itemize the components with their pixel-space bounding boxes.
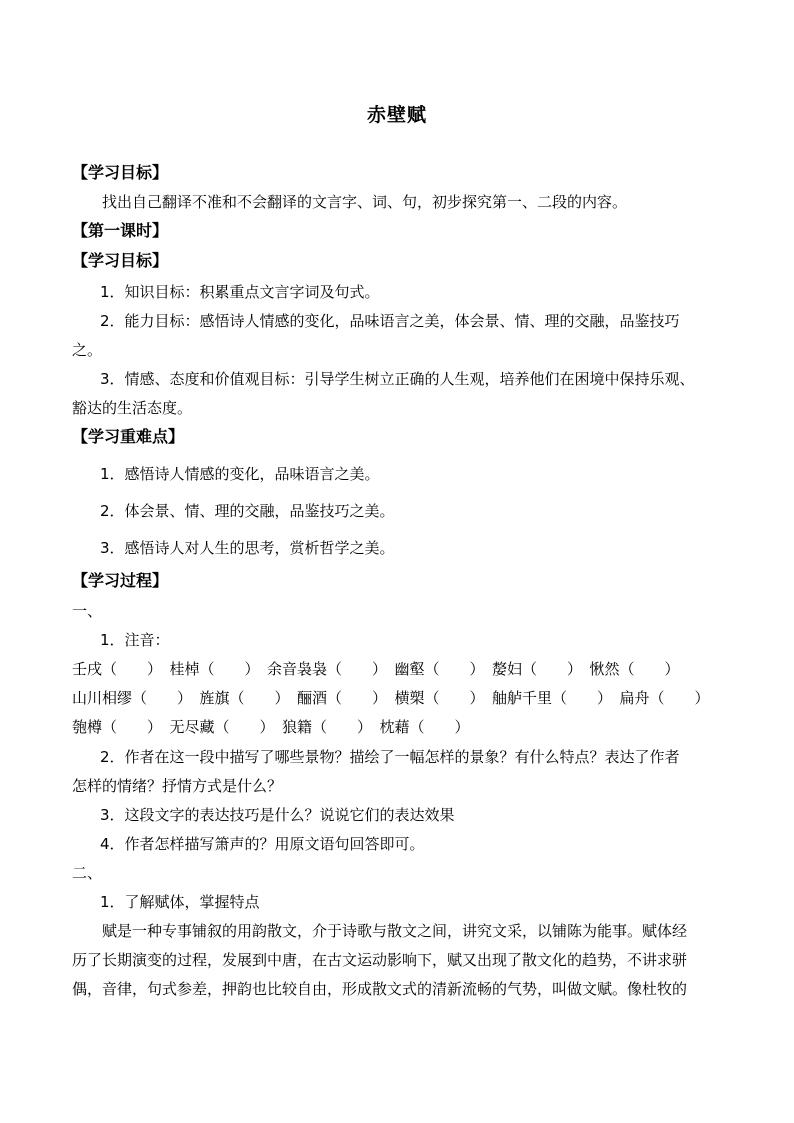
list-item-key-point-2: 2．体会景、情、理的交融，品鉴技巧之美。 (100, 502, 395, 520)
list-item-key-point-3: 3．感悟诗人对人生的思考，赏析哲学之美。 (100, 539, 395, 557)
list-item-knowledge-goal: 1．知识目标：积累重点文言字词及句式。 (100, 283, 380, 301)
paragraph-fu-line-3: 偶，音律，句式参差，押韵也比较自由，形成散文式的清新流畅的气势，叫做文赋。像杜牧的 (72, 980, 688, 998)
question-2: 2．作者在这一段中描写了哪些景物？描绘了一幅怎样的景象？有什么特点？表达了作者 (100, 748, 680, 766)
question-4: 4．作者怎样描写箫声的？用原文语句回答即可。 (100, 835, 425, 853)
list-item-emotion-goal: 3．情感、态度和价值观目标：引导学生树立正确的人生观，培养他们在困境中保持乐观、 (100, 370, 695, 388)
question-2-cont: 怎样的情绪？抒情方式是什么？ (72, 777, 283, 795)
paragraph-fu-line-1: 赋是一种专事铺叙的用韵散文，介于诗歌与散文之间，讲究文采，以铺陈为能事。赋体经 (102, 922, 688, 940)
list-item-key-point-1: 1．感悟诗人情感的变化，品味语言之美。 (100, 465, 380, 483)
paragraph-goal-text: 找出自己翻译不准和不会翻译的文言字、词、句，初步探究第一、二段的内容。 (102, 193, 628, 211)
pronunciation-row-3: 匏樽（ ） 无尽藏（ ） 狼籍（ ） 枕藉（ ） (72, 718, 470, 736)
section-heading-study-goals-2: 【学习目标】 (72, 251, 169, 270)
section-heading-key-points: 【学习重难点】 (72, 427, 185, 446)
list-item-pronunciation: 1．注音： (100, 631, 170, 649)
paragraph-fu-line-2: 历了长期演变的过程，发展到中唐，在古文运动影响下，赋又出现了散文化的趋势，不讲求骈 (72, 951, 688, 969)
list-item-ability-goal: 2．能力目标：感悟诗人情感的变化，品味语言之美，体会景、情、理的交融，品鉴技巧 (100, 312, 680, 330)
part-marker-two: 二、 (72, 864, 103, 882)
part-marker-one: 一、 (72, 602, 103, 620)
list-item-fu-style: 1．了解赋体，掌握特点 (100, 893, 260, 911)
section-heading-study-goals: 【学习目标】 (72, 163, 169, 182)
document-title: 赤壁赋 (366, 104, 427, 126)
list-item-emotion-goal-cont: 豁达的生活态度。 (72, 399, 193, 417)
question-3: 3．这段文字的表达技巧是什么？说说它们的表达效果 (100, 806, 455, 824)
list-item-ability-goal-cont: 之。 (72, 341, 103, 359)
section-heading-process: 【学习过程】 (72, 571, 169, 590)
pronunciation-row-2: 山川相缪（ ） 旌旗（ ） 酾酒（ ） 横槊（ ） 舳舻千里（ ） 扁舟（ ） (72, 689, 710, 707)
pronunciation-row-1: 壬戌（ ） 桂棹（ ） 余音袅袅（ ） 幽壑（ ） 嫠妇（ ） 愀然（ ） (72, 660, 680, 678)
section-heading-first-lesson: 【第一课时】 (72, 221, 169, 240)
